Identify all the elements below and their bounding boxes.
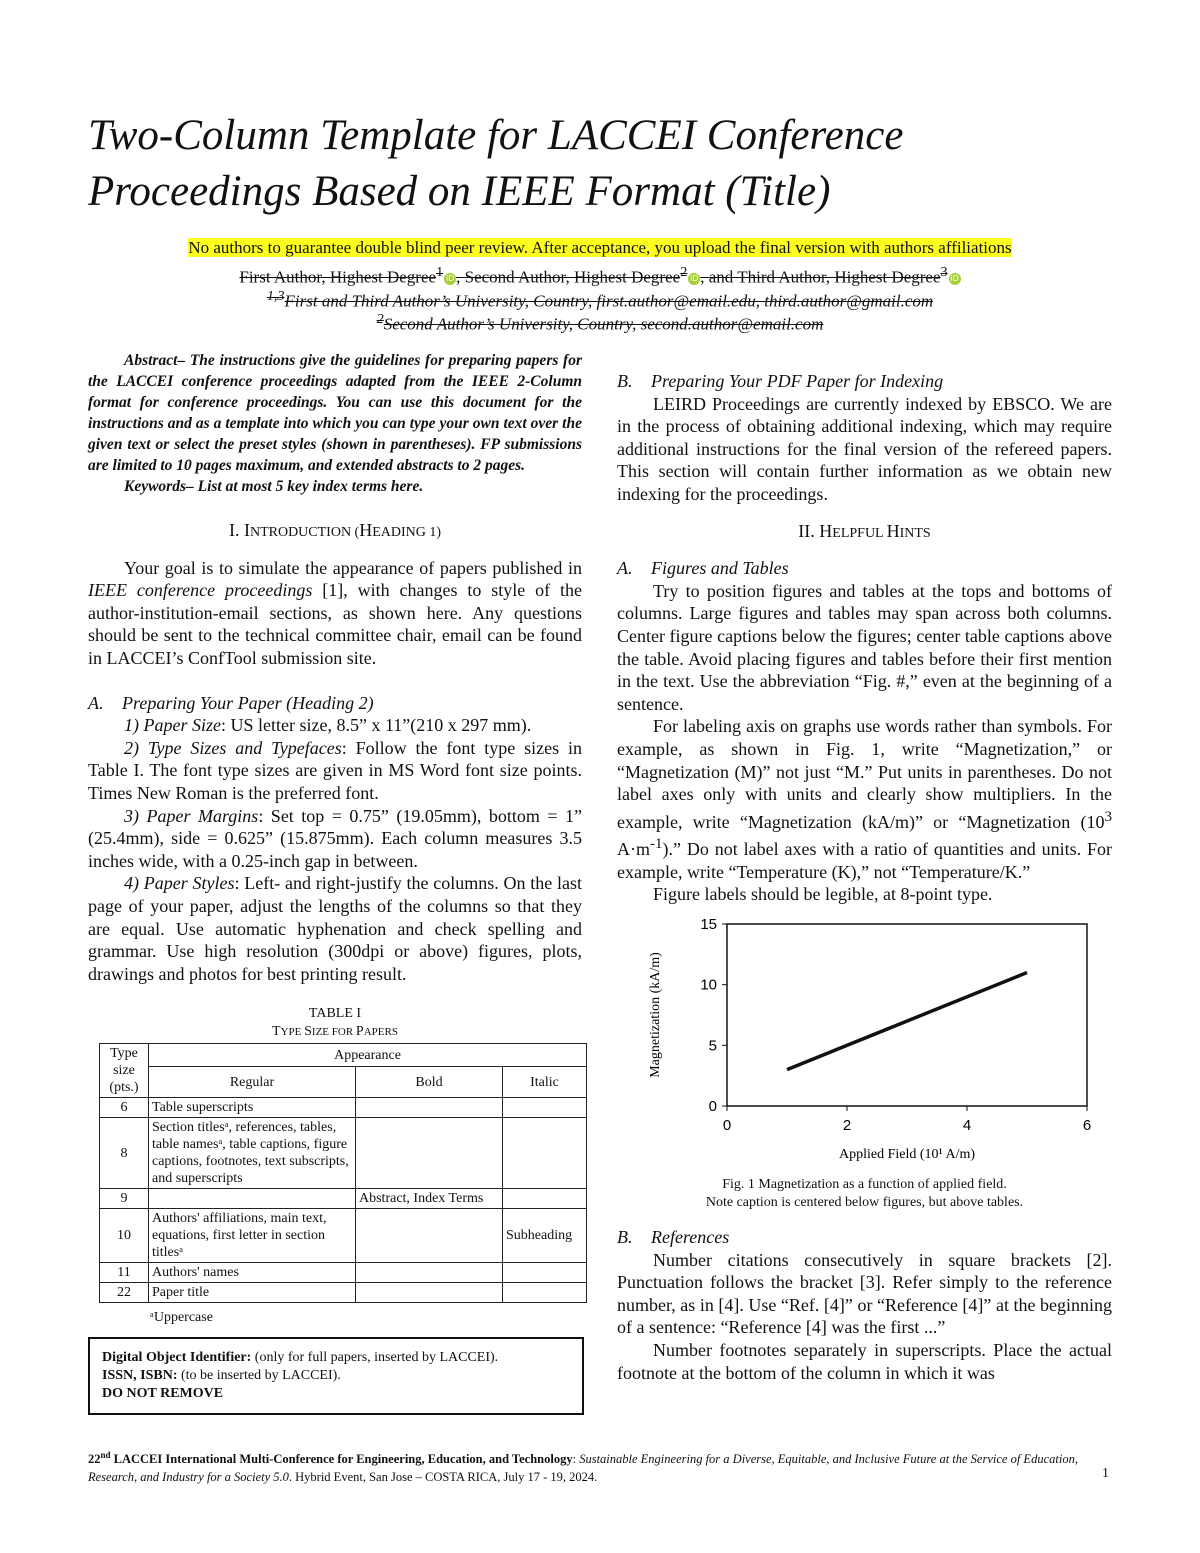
- left-column: [88, 350, 582, 1415]
- table-number: TABLE I: [308, 1006, 362, 1022]
- keywords: Keywords– List at most 5 key index terms here.: [124, 478, 424, 495]
- affiliation-2-text: Second Author’s University, Country, second.author@email.com: [383, 314, 824, 334]
- subsection-heading-indexing: [617, 370, 1112, 393]
- sc-rest: IZE FOR: [311, 1026, 356, 1039]
- item-label: 3) Paper Margins: [124, 805, 259, 826]
- table-row: [100, 1283, 587, 1303]
- y-axis-label: Magnetization (kA/m): [648, 952, 663, 1078]
- table-row: [100, 1118, 587, 1189]
- anonymity-notice: [0, 237, 1200, 259]
- superscript: 3: [1104, 808, 1112, 825]
- affiliation-1-text: First and Third Author’s University, Country, first.author@email.edu, third.author@gmail.com: [284, 291, 934, 311]
- subsection-number: A.: [617, 558, 633, 579]
- cell-bold: Abstract, Index Terms: [356, 1189, 503, 1209]
- item-label: 4) Paper Styles: [124, 873, 235, 894]
- subsection-title: References: [651, 1227, 730, 1248]
- table-row: [100, 1263, 587, 1283]
- figures-paragraph-3: Figure labels should be legible, at 8-point type.: [653, 884, 993, 905]
- issn-text: (to be inserted by LACCEI).: [177, 1368, 341, 1384]
- cell-regular: Authors' names: [149, 1263, 356, 1283]
- sc-rest: EADING 1): [372, 525, 442, 540]
- x-tick-label: 4: [962, 1117, 972, 1135]
- middle-dot: ·: [630, 839, 636, 860]
- cell-size: 10: [100, 1209, 149, 1263]
- page-footer: [88, 1446, 1118, 1486]
- cell-bold: [356, 1118, 503, 1189]
- sc-rest: YPE: [280, 1026, 305, 1039]
- cell-italic: [503, 1263, 587, 1283]
- affiliation-1-sup: 1,3: [266, 288, 285, 304]
- sc-cap: T: [272, 1024, 281, 1040]
- cell-bold: [356, 1263, 503, 1283]
- sc-cap: P: [355, 1024, 364, 1040]
- subsection-heading-preparing: [88, 692, 582, 715]
- subsection-heading-figures: [617, 557, 1112, 580]
- item-text: : Left- and right-justify the columns. On the last page of your paper, adjust the lengths of the columns so that they are equal. Use automatic hyphenation and check spelling and grammar. Use high resolution (300dpi or above) figures, plots, drawings and photos for best printing result.: [88, 873, 583, 984]
- affiliation-2: [0, 308, 1200, 336]
- item-paper-margins: [88, 805, 582, 873]
- issn-line: [102, 1367, 570, 1385]
- type-size-table: [99, 1043, 587, 1303]
- issn-label: ISSN, ISBN:: [102, 1368, 178, 1384]
- table-row: [100, 1189, 587, 1209]
- notice-text: No authors to guarantee double blind peer review. After acceptance, you upload the final version with authors affiliations: [188, 238, 1012, 257]
- cell-regular: Table superscripts: [149, 1098, 356, 1118]
- figures-paragraph-2: [617, 715, 1112, 883]
- sc-cap: H: [359, 520, 373, 540]
- y-tick-label: 15: [700, 916, 717, 934]
- table-header-row: [100, 1044, 587, 1067]
- header-bold: Bold: [356, 1067, 503, 1098]
- footer-conf-num: 22: [88, 1452, 101, 1467]
- abstract: Abstract– The instructions give the guidelines for preparing papers for the LACCEI conference proceedings adapted from the IEEE 2-Column format for conference proceedings. You can use this document for the instructions and as a template into which you can type your own text over the given text or select the preset styles (shown in parentheses). FP submissions are limited to 10 pages maximum, and extended abstracts to 2 pages.: [88, 352, 582, 474]
- sc-cap: H: [819, 520, 833, 541]
- item-text: : Set top = 0.75” (19.05mm), bottom = 1” (25.4mm), side = 0.625” (15.875mm). Each column measures 3.5 inches wide, with a 0.25-inch gap in between.: [88, 805, 583, 871]
- do-not-remove: [102, 1385, 570, 1403]
- section-number: I.: [228, 520, 240, 540]
- table-row: [100, 1098, 587, 1118]
- subsection-number: A.: [88, 692, 104, 713]
- subsection-number: B.: [617, 371, 633, 391]
- sc-rest: NTRODUCTION (: [249, 525, 360, 540]
- table-footnote: ᵃUppercase: [150, 1310, 213, 1326]
- text-italic: IEEE conference proceedings: [88, 580, 313, 601]
- x-tick-label: 0: [722, 1117, 732, 1135]
- text: [1], with changes to style of the author-institution-email sections, as shown here. Any questions should be sent to the technical committee chair, email can be found in LACCEI’s ConfTool submission site.: [88, 580, 583, 668]
- x-axis-label: Applied Field (10¹ A/m): [838, 1147, 976, 1163]
- footer-theme: Sustainable Engineering for a Diverse, Equitable, and Inclusive Future at the Service of Education, Research, and Industry for a Society 5.0: [88, 1452, 1078, 1485]
- series-line: [787, 973, 1027, 1070]
- table-caption: [88, 1005, 582, 1041]
- footer-conf-name: LACCEI International Multi-Conference for Engineering, Education, and Technology: [110, 1452, 573, 1467]
- doi-text: (only for full papers, inserted by LACCEI).: [251, 1350, 499, 1366]
- header-regular: Regular: [149, 1067, 356, 1098]
- orcid-icon[interactable]: iD: [445, 273, 455, 283]
- author-2: , Second Author, Highest Degree: [456, 267, 681, 287]
- cell-italic: Subheading: [503, 1209, 587, 1263]
- section-number: II.: [798, 520, 815, 541]
- header-appearance: Appearance: [149, 1044, 587, 1067]
- paper-title: Two-Column Template for LACCEI Conference Proceedings Based on IEEE Format (Title): [88, 112, 904, 215]
- subsection-title: Preparing Your PDF Paper for Indexing: [651, 371, 944, 391]
- cell-size: 8: [100, 1118, 149, 1189]
- subsection-heading-references: [617, 1226, 1112, 1249]
- y-tick-label: 0: [708, 1098, 717, 1116]
- references-paragraph-1: Number citations consecutively in square brackets [2]. Punctuation follows the bracket [3]. Refer simply to the reference number, as in [4]. Use “Ref. [4]” or “Reference [4]” at the beginning of a sentence: “Reference [4] was the first ...”: [617, 1249, 1112, 1338]
- item-label: 2) Type Sizes and Typefaces: [124, 737, 342, 758]
- subsection-title: Preparing Your Paper (Heading 2): [122, 692, 374, 713]
- cell-italic: [503, 1283, 587, 1303]
- plot-frame: [727, 924, 1087, 1106]
- cell-italic: [503, 1189, 587, 1209]
- cell-bold: [356, 1283, 503, 1303]
- x-tick-label: 2: [842, 1117, 852, 1135]
- sc-cap: H: [886, 520, 900, 541]
- do-not-remove-text: DO NOT REMOVE: [102, 1386, 224, 1402]
- cell-bold: [356, 1098, 503, 1118]
- footer-event: . Hybrid Event, San Jose – COSTA RICA, July 17 - 19, 2024.: [288, 1470, 598, 1485]
- cell-italic: [503, 1118, 587, 1189]
- item-label: 1) Paper Size: [124, 715, 221, 736]
- intro-paragraph: [88, 557, 582, 670]
- section-heading-hints: [617, 520, 1112, 546]
- cell-size: 6: [100, 1098, 149, 1118]
- x-tick-label: 6: [1082, 1117, 1092, 1135]
- author-3: , and Third Author, Highest Degree: [700, 267, 941, 287]
- cell-italic: [503, 1098, 587, 1118]
- indexing-paragraph: LEIRD Proceedings are currently indexed by EBSCO. We are in the process of obtaining additional indexing, which may require additional instructions for the final version of the refereed papers. This section will contain further information as we obtain new indexing for the proceedings.: [617, 393, 1112, 504]
- orcid-icon[interactable]: iD: [690, 273, 699, 283]
- cell-size: 11: [100, 1263, 149, 1283]
- cell-regular: Authors' affiliations, main text, equations, first letter in section titlesᵃ: [149, 1209, 356, 1263]
- right-column: [617, 370, 1112, 1384]
- cell-regular: [149, 1189, 356, 1209]
- superscript: -1: [650, 836, 663, 853]
- author-3-sup: 3: [940, 264, 948, 280]
- references-paragraph-2: Number footnotes separately in superscripts. Place the actual footnote at the bottom of the column in which it was: [617, 1340, 1112, 1383]
- header-italic: Italic: [503, 1067, 587, 1098]
- sc-rest: INTS: [899, 525, 931, 541]
- sc-cap: I: [243, 520, 250, 540]
- item-paper-size: [88, 714, 582, 737]
- text: m: [636, 839, 651, 860]
- doi-label: Digital Object Identifier:: [102, 1350, 252, 1366]
- figures-paragraph-1: Try to position figures and tables at the tops and bottoms of columns. Large figures and tables may span across both columns. Center figure captions below the figures; center table captions above the table. Avoid placing figures and tables before their first mention in the text. Use the abbreviation “Fig. #,” even at the beginning of a sentence.: [617, 580, 1112, 714]
- y-tick-label: 10: [700, 976, 717, 994]
- figure-caption: Fig. 1 Magnetization as a function of applied field.: [722, 1177, 1007, 1193]
- doi-box: [88, 1337, 584, 1415]
- author-1: First Author, Highest Degree: [239, 267, 437, 287]
- affiliation-2-sup: 2: [376, 311, 384, 327]
- sc-rest: APERS: [363, 1026, 398, 1039]
- item-text: : Follow the font type sizes in Table I. The font type sizes are given in MS Word font size points. Times New Roman is the preferred font.: [88, 737, 582, 803]
- footer-colon: :: [572, 1452, 580, 1467]
- figure-note: Note caption is centered below figures, but above tables.: [705, 1195, 1024, 1211]
- sc-cap: S: [304, 1024, 312, 1040]
- y-tick-label: 5: [708, 1037, 717, 1055]
- header-type-size: Type size (pts.): [100, 1044, 149, 1098]
- text: Your goal is to simulate the appearance of papers published in: [124, 557, 582, 578]
- cell-size: 22: [100, 1283, 149, 1303]
- table-row: [100, 1209, 587, 1263]
- cell-size: 9: [100, 1189, 149, 1209]
- sc-rest: ELPFUL: [832, 525, 887, 541]
- subsection-number: B.: [617, 1227, 633, 1248]
- cell-regular: Section titlesᵃ, references, tables, table namesᵃ, table captions, figure captions, footnotes, text subscripts, and superscripts: [149, 1118, 356, 1189]
- cell-regular: Paper title: [149, 1283, 356, 1303]
- cell-bold: [356, 1209, 503, 1263]
- table-title: [88, 1023, 582, 1041]
- text: For labeling axis on graphs use words rather than symbols. For example, as shown in Fig. 1, write “Magnetization,” or “Magnetization (M)” not just “M.” Put units in parentheses. Do not label axes only with units and clearly show multipliers. In the example, write “Magnetization (kA/m)” or “Magnetization (10: [617, 716, 1112, 832]
- subsection-title: Figures and Tables: [651, 558, 789, 579]
- table-subheader-row: [100, 1067, 587, 1098]
- item-type-sizes: [88, 737, 582, 805]
- page-number: 1: [1102, 1466, 1109, 1481]
- author-1-sup: 1: [436, 264, 444, 280]
- text: A: [617, 839, 630, 860]
- footer-conf-sup: nd: [100, 1450, 111, 1460]
- doi-line: [102, 1349, 570, 1367]
- item-text: : US letter size, 8.5” x 11”(210 x 297 mm).: [220, 715, 532, 736]
- section-heading-introduction: [88, 519, 582, 545]
- text: ).” Do not label axes with a ratio of quantities and units. For example, write “Temperature (K),” not “Temperature/K.”: [617, 839, 1112, 882]
- magnetization-chart: [617, 906, 1112, 1176]
- figure-1: [617, 906, 1112, 1176]
- item-paper-styles: [88, 872, 582, 985]
- author-2-sup: 2: [680, 264, 688, 280]
- orcid-icon[interactable]: iD: [950, 273, 959, 283]
